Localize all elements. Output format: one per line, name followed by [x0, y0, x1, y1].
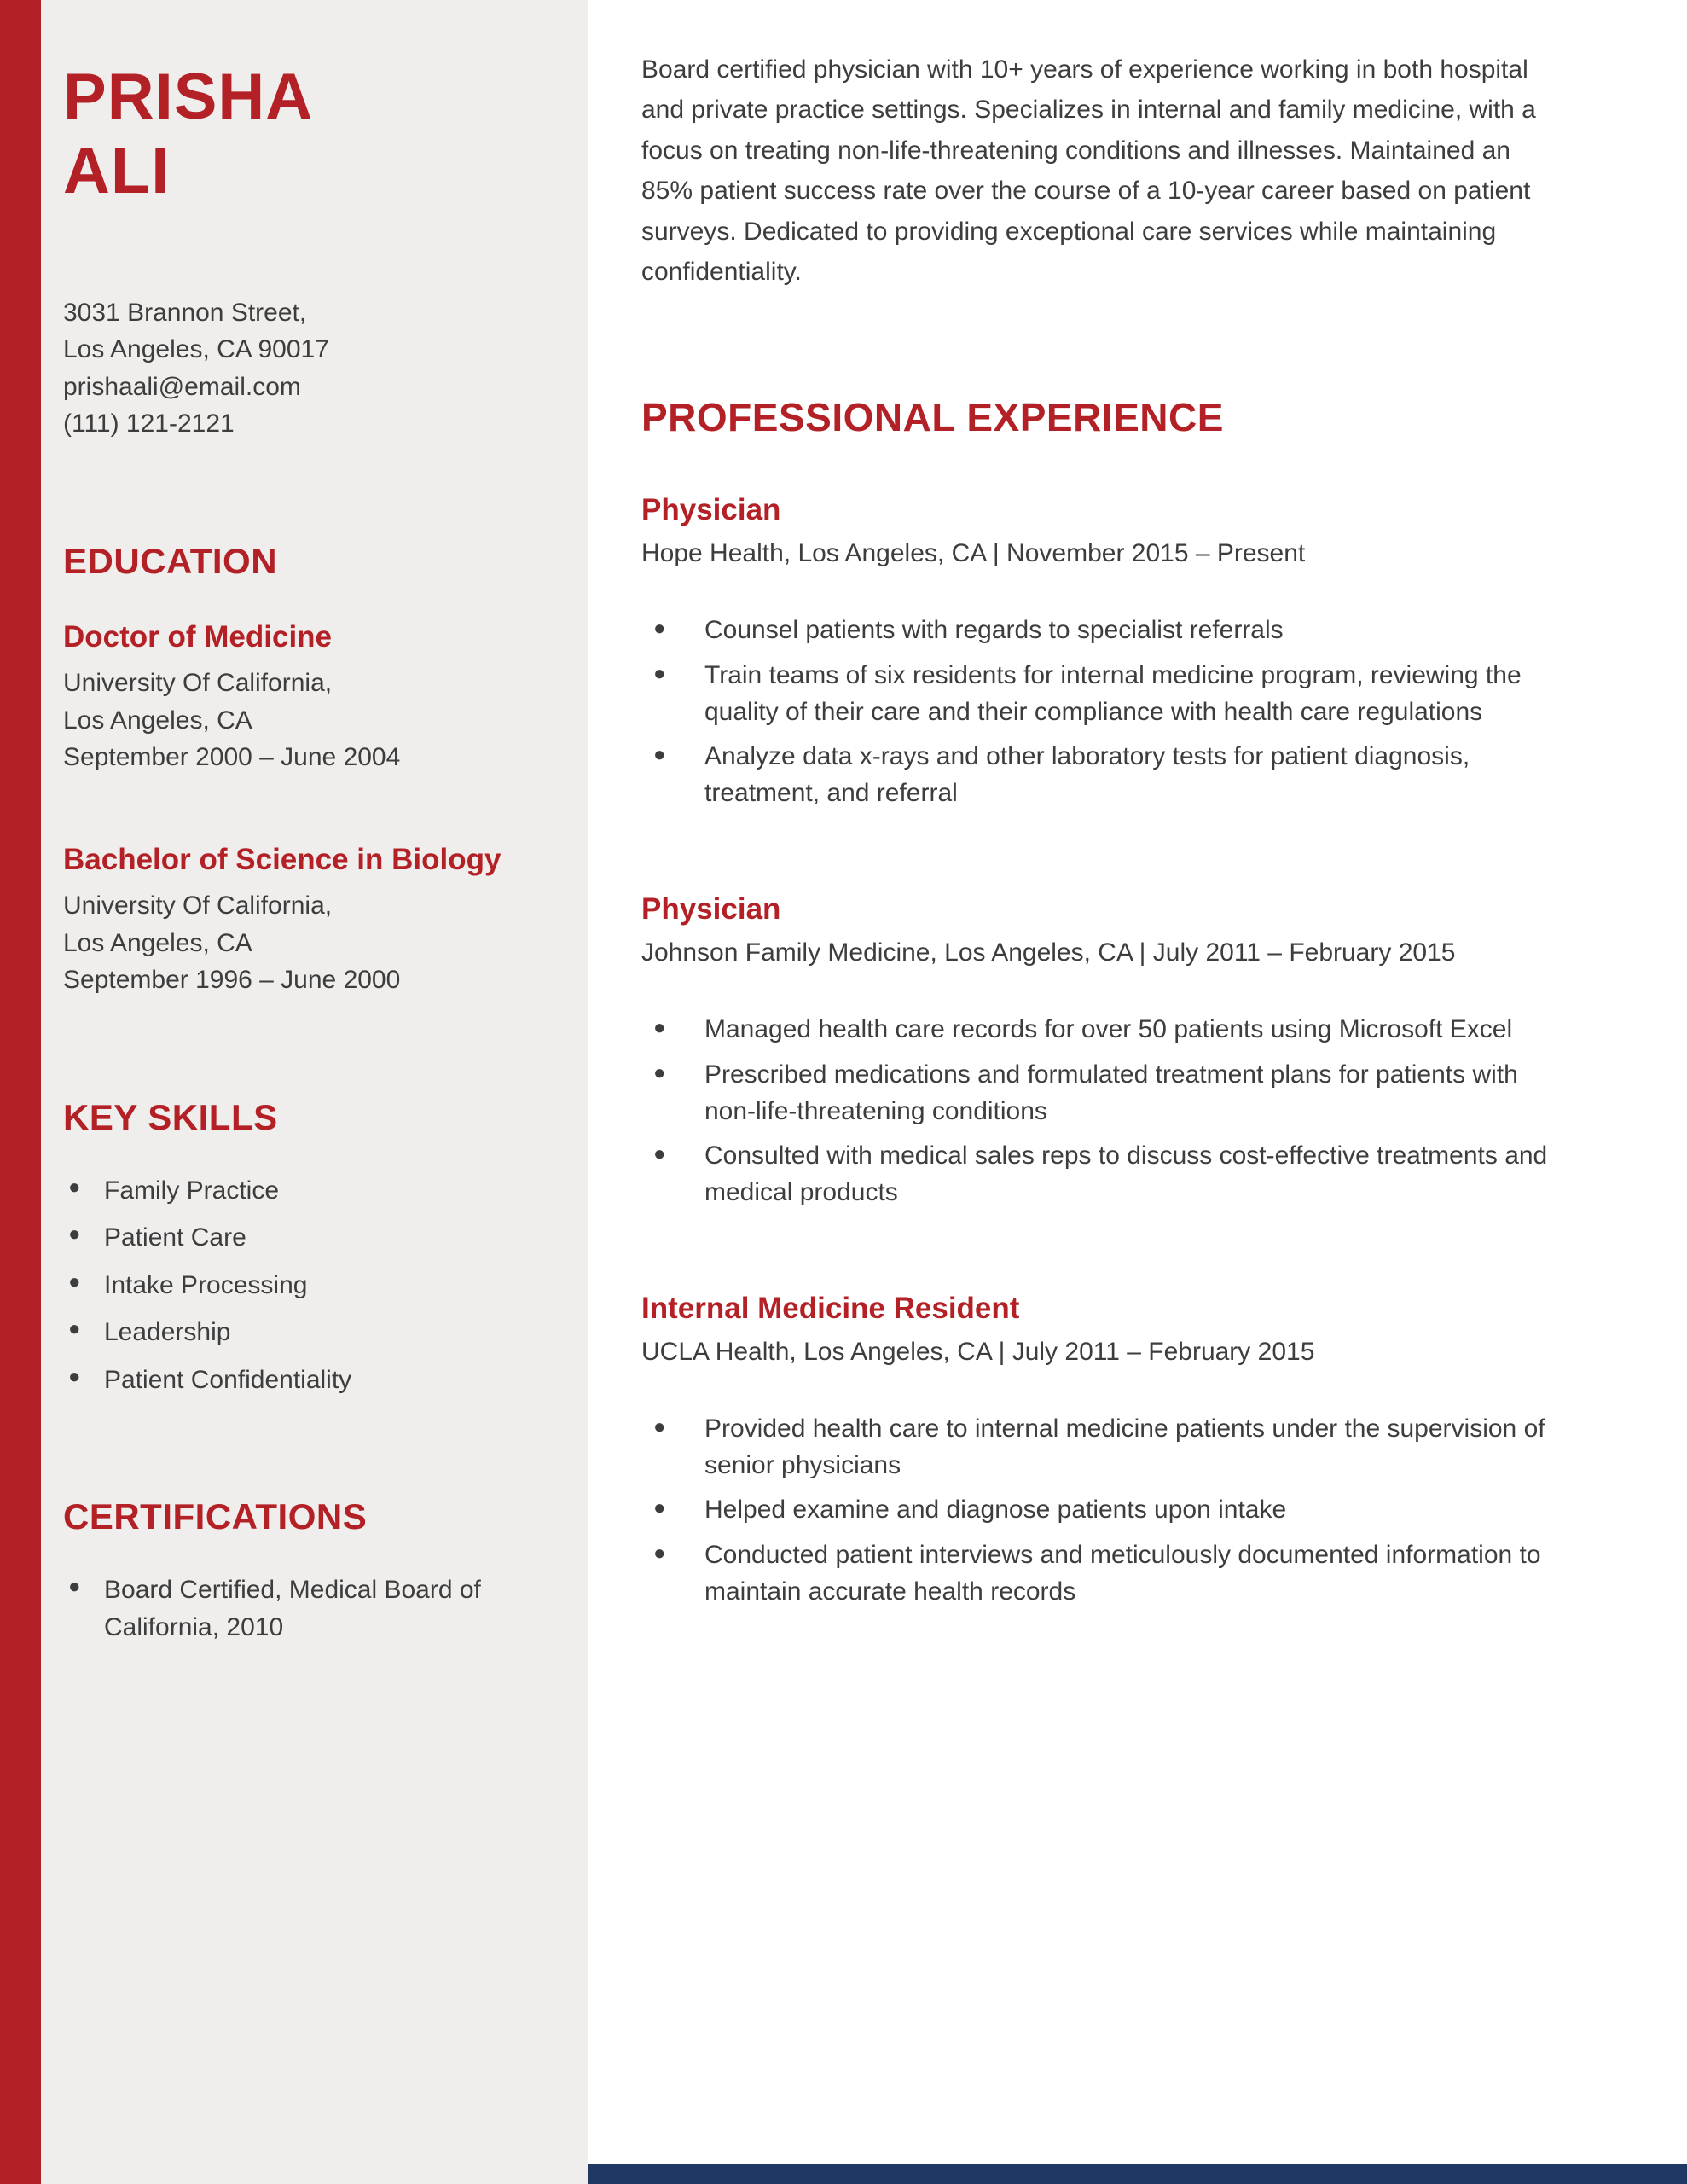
education-heading: EDUCATION — [63, 540, 278, 581]
key-skills-list — [63, 1172, 537, 1399]
education-school-line: University Of California, — [63, 669, 333, 698]
candidate-name-line1: PRISHA — [63, 61, 314, 133]
job-bullet: ● Analyze data x-rays and other laboratory tests for patient diagnosis, treatment, and referral — [641, 739, 1568, 811]
job-entry — [641, 493, 1568, 811]
job-entry — [641, 892, 1568, 1211]
skill-item: ● Family Practice — [63, 1172, 537, 1210]
skill-item: ● Leadership — [63, 1314, 537, 1351]
phone-text: (111) 121-2121 — [63, 410, 235, 439]
job-bullets — [641, 613, 1568, 811]
education-dates: September 1996 – June 2000 — [63, 966, 401, 995]
job-meta: UCLA Health, Los Angeles, CA | July 2011 – February 2015 — [641, 1338, 1315, 1367]
address-line-2: Los Angeles, CA 90017 — [63, 335, 329, 364]
experience-heading: PROFESSIONAL EXPERIENCE — [641, 395, 1224, 440]
main-content — [588, 0, 1687, 2184]
candidate-name-line2: ALI — [63, 135, 171, 208]
education-school-line: Los Angeles, CA — [63, 928, 252, 957]
job-bullets — [641, 1012, 1568, 1211]
contact-block — [63, 294, 537, 443]
education-entry — [63, 618, 537, 776]
job-bullets — [641, 1411, 1568, 1610]
job-bullet: ● Prescribed medications and formulated treatment plans for patients with non-life-threatening conditions — [641, 1057, 1568, 1130]
email-text: prishaali@email.com — [63, 372, 301, 401]
job-entry — [641, 1292, 1568, 1610]
job-bullet: ● Provided health care to internal medicine patients under the supervision of senior physicians — [641, 1411, 1568, 1484]
education-school-line: University Of California, — [63, 892, 333, 921]
education-degree: Bachelor of Science in Biology — [63, 842, 501, 876]
job-bullet: ● Conducted patient interviews and meticulously documented information to maintain accurate health records — [641, 1537, 1568, 1610]
job-bullet: ● Counsel patients with regards to specialist referrals — [641, 613, 1568, 649]
skill-item: ● Intake Processing — [63, 1267, 537, 1304]
certifications-heading: CERTIFICATIONS — [63, 1496, 368, 1537]
education-school-line: Los Angeles, CA — [63, 706, 252, 735]
key-skills-heading: KEY SKILLS — [63, 1096, 278, 1137]
job-meta: Hope Health, Los Angeles, CA | November 2015 – Present — [641, 539, 1306, 568]
job-title: Internal Medicine Resident — [641, 1292, 1020, 1326]
job-title: Physician — [641, 892, 781, 926]
left-accent-stripe — [0, 0, 41, 2184]
job-title: Physician — [641, 493, 781, 527]
job-bullet: ● Helped examine and diagnose patients upon intake — [641, 1492, 1568, 1529]
education-entry — [63, 840, 537, 999]
certification-item: ● Board Certified, Medical Board of California, 2010 — [63, 1571, 537, 1646]
sidebar — [41, 0, 588, 2184]
job-bullet: ● Consulted with medical sales reps to discuss cost-effective treatments and medical products — [641, 1138, 1568, 1211]
footer-bar — [588, 2164, 1687, 2184]
candidate-name — [63, 60, 537, 209]
certifications-list — [63, 1571, 537, 1646]
job-bullet: ● Train teams of six residents for internal medicine program, reviewing the quality of their care and their compliance with health care regulations — [641, 658, 1568, 730]
skill-item: ● Patient Confidentiality — [63, 1362, 537, 1399]
education-dates: September 2000 – June 2004 — [63, 743, 401, 772]
education-degree: Doctor of Medicine — [63, 619, 333, 653]
job-meta: Johnson Family Medicine, Los Angeles, CA | July 2011 – February 2015 — [641, 938, 1456, 967]
job-bullet: ● Managed health care records for over 50 patients using Microsoft Excel — [641, 1012, 1568, 1048]
skill-item: ● Patient Care — [63, 1219, 537, 1257]
summary-paragraph: Board certified physician with 10+ years of experience working in both hospital and private practice settings. Specializes in internal and family medicine, with a focus on treating non-life-threatening conditions and illnesses. Maintained an 85% patient success rate over the course of a 10-year career based on patient surveys. Dedicated to providing exceptional care services while maintaining confidentiality. — [641, 55, 1536, 286]
address-line-1: 3031 Brannon Street, — [63, 298, 307, 327]
